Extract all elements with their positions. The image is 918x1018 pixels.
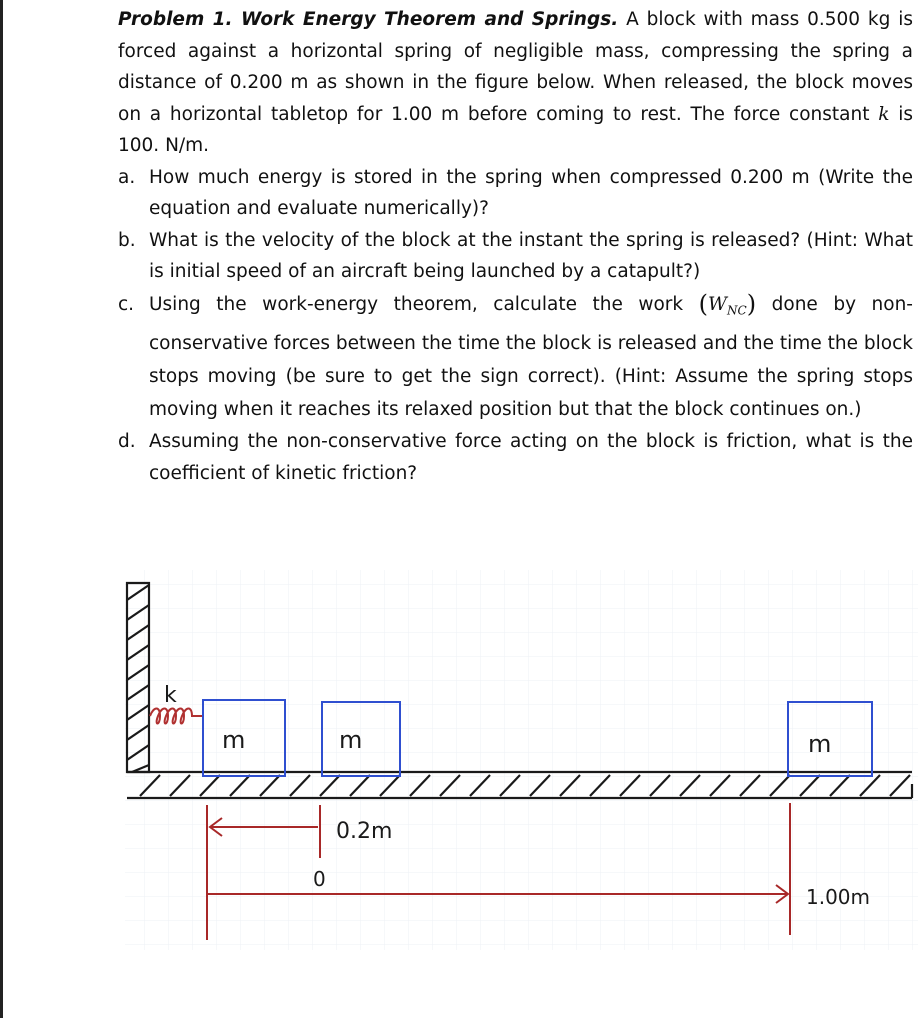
origin-label: 0 [313, 867, 326, 891]
compression-distance-label: 0.2m [336, 819, 393, 844]
work-symbol: W [708, 293, 728, 315]
block-label: m [222, 726, 246, 754]
question-text-after: done by non-conservative forces between the time the block is released and the time the block stops moving (be sure to get the sign correct). (Hint: Assume the spring stops moving when it reaches its relaxed position but that the block continues on.) [149, 293, 913, 421]
problem-text [118, 4, 913, 489]
travel-distance-label: 1.00m [806, 885, 871, 909]
question-c: c. Using the work-energy theorem, calculate the work $(W_{NC})$ done by non-conservative forces between the time the block is released and the time the block stops moving (be sure to get the sign correct). (Hint: Assume the spring stops moving when it reaches its relaxed position but that the block continues on.) [118, 289, 913, 421]
spring-block-figure [0, 560, 918, 960]
question-text: Assuming the non-conservative force acting on the block is friction, what is the coefficient of kinetic friction? [149, 431, 913, 484]
force-constant-symbol: k [878, 103, 890, 125]
question-label: c. [118, 293, 135, 315]
question-text: What is the velocity of the block at the instant the spring is released? (Hint: What is initial speed of an aircraft being launched by a catapult?) [149, 229, 913, 282]
problem-title: Problem 1. Work Energy Theorem and Springs. [118, 9, 619, 30]
question-text: How much energy is stored in the spring when compressed 0.200 m (Write the equation and evaluate numerically)? [149, 166, 913, 219]
question-text-before: Using the work-energy theorem, calculate the work [149, 293, 684, 315]
block-label: m [808, 730, 832, 758]
problem-statement: A block with mass 0.500 kg is forced against a horizontal spring of negligible mass, compressing the spring a distance of 0.200 m as shown in the figure below. When released, the block moves on a horizontal tabletop for 1.00 m before coming to rest. The force constant [118, 9, 913, 125]
question-d [118, 426, 913, 489]
question-a [118, 162, 913, 225]
spring-constant-label: k [164, 683, 177, 708]
problem-statement-end: is 100. N/m. [118, 103, 914, 156]
problem-intro [118, 4, 913, 162]
question-label: b. [118, 229, 136, 251]
work-subscript: NC [727, 303, 747, 318]
question-label: d. [118, 431, 136, 453]
block-label: m [339, 726, 363, 754]
question-b [118, 225, 913, 288]
question-label: a. [118, 166, 136, 188]
